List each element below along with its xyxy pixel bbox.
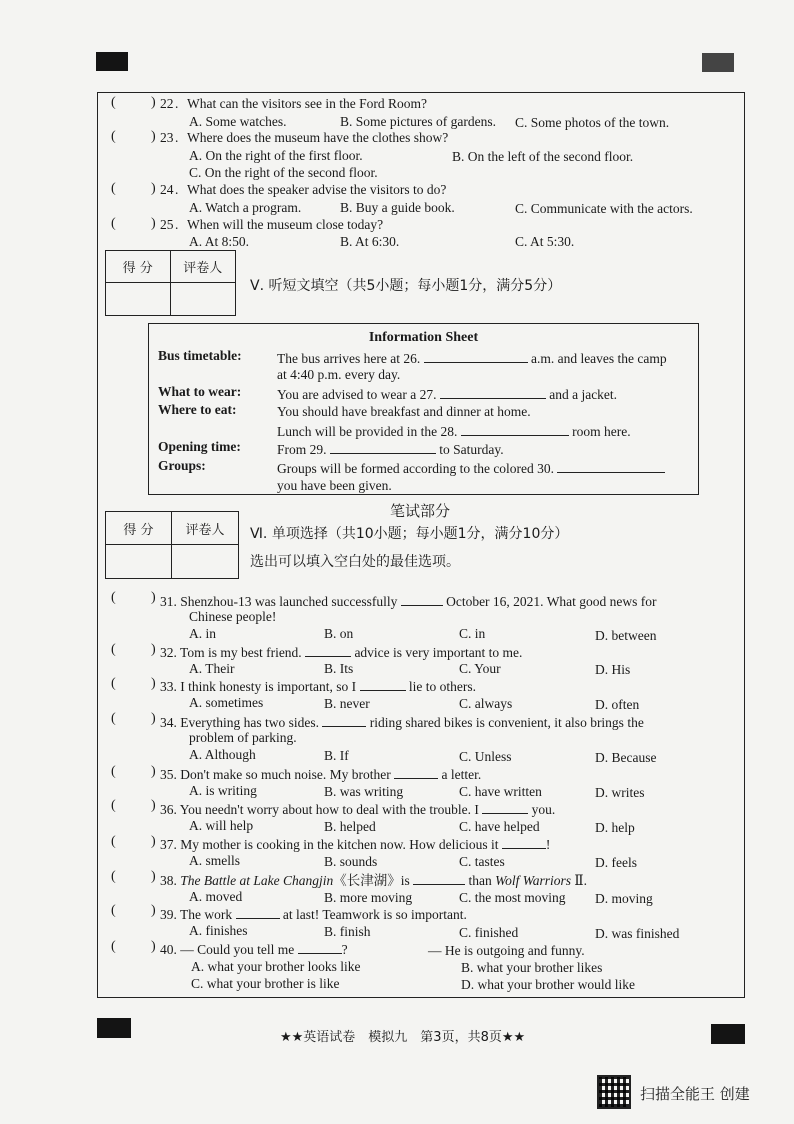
- blank-27[interactable]: [440, 386, 546, 399]
- info-text: You are advised to wear a 27.: [277, 387, 437, 402]
- question-text: a letter.: [441, 767, 482, 782]
- question-text: Chinese people!: [189, 609, 277, 624]
- question-text: than: [468, 873, 492, 888]
- written-part-title: 笔试部分: [390, 502, 451, 520]
- blank-30[interactable]: [557, 460, 665, 473]
- question-text: Ⅱ.: [574, 873, 587, 888]
- option-a: A. will help: [189, 818, 254, 833]
- option-a: A. what your brother looks like: [191, 959, 361, 974]
- information-sheet: [148, 323, 699, 495]
- option-d: D. His: [595, 662, 631, 677]
- option-b: B. On the left of the second floor.: [452, 149, 634, 164]
- option-a: A. moved: [189, 889, 243, 904]
- score-label: 得 分: [106, 512, 172, 545]
- registration-mark-top-left: [96, 52, 128, 71]
- option-c: C. On the right of the second floor.: [189, 165, 378, 180]
- info-text: to Saturday.: [439, 442, 504, 457]
- question-number: 32: [160, 645, 174, 660]
- question-number: 33: [160, 679, 174, 694]
- question-number: 38: [160, 873, 174, 888]
- option-c: C. what your brother is like: [191, 976, 340, 991]
- question-text: ?: [341, 942, 348, 957]
- info-text: at 4:40 p.m. every day.: [277, 367, 401, 382]
- question-text: What does the speaker advise the visitors to do?: [187, 182, 447, 197]
- info-text: room here.: [572, 424, 631, 439]
- question-text: lie to others.: [408, 679, 476, 694]
- answer-blank[interactable]: [413, 872, 465, 885]
- question-text: What can the visitors see in the Ford Room?: [187, 96, 427, 111]
- option-d: D. between: [595, 628, 657, 643]
- answer-blank[interactable]: [401, 593, 443, 606]
- question-text: Everything has two sides.: [180, 715, 319, 730]
- info-text: The bus arrives here at 26.: [277, 351, 421, 366]
- info-text: and a jacket.: [549, 387, 618, 402]
- option-c: C. Communicate with the actors.: [515, 201, 693, 216]
- answer-blank[interactable]: [394, 766, 438, 779]
- info-label: What to wear:: [158, 384, 242, 399]
- answer-blank[interactable]: [482, 801, 528, 814]
- option-b: B. more moving: [324, 890, 413, 905]
- option-a: A. Although: [189, 747, 256, 762]
- option-c: C. have helped: [459, 819, 540, 834]
- question-text: I think honesty is important, so I: [180, 679, 357, 694]
- question-text: problem of parking.: [189, 730, 297, 745]
- option-b: B. At 6:30.: [340, 234, 400, 249]
- option-c: C. tastes: [459, 854, 505, 869]
- option-a: A. finishes: [189, 923, 248, 938]
- answer-blank[interactable]: [298, 941, 342, 954]
- question-number: 25: [160, 217, 174, 232]
- question-text: Don't make so much noise. My brother: [180, 767, 391, 782]
- option-c: C. finished: [459, 925, 519, 940]
- question-text: Tom is my best friend.: [180, 645, 302, 660]
- option-c: C. Some photos of the town.: [515, 115, 670, 130]
- info-sheet-title: Information Sheet: [368, 330, 479, 345]
- blank-29[interactable]: [330, 441, 436, 454]
- page-footer: ★★英语试卷 模拟九 第3页，共8页★★: [280, 1030, 526, 1045]
- blank-28[interactable]: [461, 423, 569, 436]
- score-label: 得 分: [106, 251, 171, 283]
- info-text: Lunch will be provided in the 28.: [277, 424, 458, 439]
- blank-26[interactable]: [424, 350, 528, 363]
- section-5-title: Ⅴ. 听短文填空（共5小题；每小题1分，满分5分）: [250, 278, 562, 294]
- option-c: C. always: [459, 696, 513, 711]
- option-d: D. writes: [595, 785, 645, 800]
- option-c: C. have written: [459, 784, 542, 799]
- option-d: D. was finished: [595, 926, 680, 941]
- option-b: B. finish: [324, 924, 371, 939]
- option-c: C. Unless: [459, 749, 512, 764]
- question-text: you.: [531, 802, 556, 817]
- option-b: B. was writing: [324, 784, 404, 799]
- option-a: A. is writing: [189, 783, 257, 798]
- scanner-watermark: 扫描全能王 创建: [640, 1085, 750, 1103]
- question-number: 23: [160, 130, 174, 145]
- question-text: The work: [180, 907, 233, 922]
- answer-blank[interactable]: [360, 678, 406, 691]
- registration-mark-top-right: [702, 53, 734, 72]
- score-cell: [106, 283, 171, 315]
- option-a: A. sometimes: [189, 695, 264, 710]
- question-text: My mother is cooking in the kitchen now. How delicious it: [180, 837, 499, 852]
- info-text: From 29.: [277, 442, 327, 457]
- question-text: Shenzhou-13 was launched successfully: [180, 594, 398, 609]
- question-number: 35: [160, 767, 174, 782]
- registration-mark-bottom-right: [711, 1024, 745, 1044]
- option-b: B. what your brother likes: [461, 960, 603, 975]
- question-text: Where does the museum have the clothes show?: [187, 130, 449, 145]
- question-text: !: [545, 837, 551, 852]
- section-6-instruction: 选出可以填入空白处的最佳选项。: [250, 554, 460, 570]
- info-text: you have been given.: [277, 478, 392, 493]
- qr-code-icon: [597, 1075, 631, 1109]
- answer-text: — He is outgoing and funny.: [428, 943, 585, 958]
- question-number: 40: [160, 942, 174, 957]
- registration-mark-bottom-left: [97, 1018, 131, 1038]
- option-c: C. in: [459, 626, 486, 641]
- option-b: B. never: [324, 696, 370, 711]
- option-b: B. Its: [324, 661, 354, 676]
- grader-label: 评卷人: [172, 512, 238, 545]
- answer-blank[interactable]: [305, 644, 351, 657]
- question-number: 24: [160, 182, 174, 197]
- question-text: When will the museum close today?: [187, 217, 384, 232]
- question-text: — Could you tell me: [180, 942, 295, 957]
- info-text: a.m. and leaves the camp: [530, 351, 667, 366]
- option-a: A. smells: [189, 853, 241, 868]
- option-b: B. Buy a guide book.: [340, 200, 455, 215]
- option-d: D. Because: [595, 750, 657, 765]
- question-number: 36: [160, 802, 174, 817]
- option-d: D. help: [595, 820, 635, 835]
- film-title: Wolf Warriors: [495, 873, 572, 888]
- question-text: at last! Teamwork is so important.: [282, 907, 467, 922]
- question-text: You needn't worry about how to deal with the trouble. I: [179, 802, 479, 817]
- option-b: B. Some pictures of gardens.: [340, 114, 496, 129]
- question-text: 《长津湖》is: [333, 873, 410, 888]
- question-number: 39: [160, 907, 174, 922]
- option-c: C. the most moving: [459, 890, 566, 905]
- question-number: 31: [160, 594, 174, 609]
- info-text: Groups will be formed according to the colored 30.: [277, 461, 555, 476]
- question-text: riding shared bikes is convenient, it also brings the: [369, 715, 644, 730]
- option-a: A. At 8:50.: [189, 234, 250, 249]
- score-box: [105, 250, 236, 316]
- question-number: 37: [160, 837, 174, 852]
- section-6-title: Ⅵ. 单项选择（共10小题；每小题1分，满分10分）: [250, 526, 569, 542]
- option-b: B. helped: [324, 819, 376, 834]
- info-label: Where to eat:: [158, 402, 237, 417]
- grader-label: 评卷人: [171, 251, 236, 283]
- info-label: Groups:: [158, 458, 206, 473]
- option-d: D. often: [595, 697, 640, 712]
- option-a: A. in: [189, 626, 216, 641]
- option-b: B. sounds: [324, 854, 378, 869]
- question-text: advice is very important to me.: [354, 645, 523, 660]
- question-text: October 16, 2021. What good news for: [446, 594, 657, 609]
- option-d: D. feels: [595, 855, 637, 870]
- question-number: 34: [160, 715, 174, 730]
- score-box-2: [105, 511, 239, 579]
- answer-blank[interactable]: [236, 906, 280, 919]
- option-a: A. Their: [189, 661, 235, 676]
- info-text: You should have breakfast and dinner at home.: [277, 404, 531, 419]
- option-a: A. Some watches.: [189, 114, 287, 129]
- info-label: Opening time:: [158, 439, 241, 454]
- option-d: D. moving: [595, 891, 653, 906]
- option-a: A. Watch a program.: [189, 200, 302, 215]
- grader-cell: [172, 545, 238, 578]
- option-d: D. what your brother would like: [461, 977, 635, 992]
- option-b: B. on: [324, 626, 354, 641]
- answer-blank[interactable]: [502, 836, 546, 849]
- option-c: C. At 5:30.: [515, 234, 575, 249]
- question-number: 22: [160, 96, 174, 111]
- score-cell: [106, 545, 172, 578]
- option-a: A. On the right of the first floor.: [189, 148, 363, 163]
- info-label: Bus timetable:: [158, 348, 242, 363]
- grader-cell: [171, 283, 236, 315]
- film-title: The Battle at Lake Changjin: [180, 873, 334, 888]
- answer-blank[interactable]: [322, 714, 366, 727]
- option-c: C. Your: [459, 661, 501, 676]
- option-b: B. If: [324, 748, 349, 763]
